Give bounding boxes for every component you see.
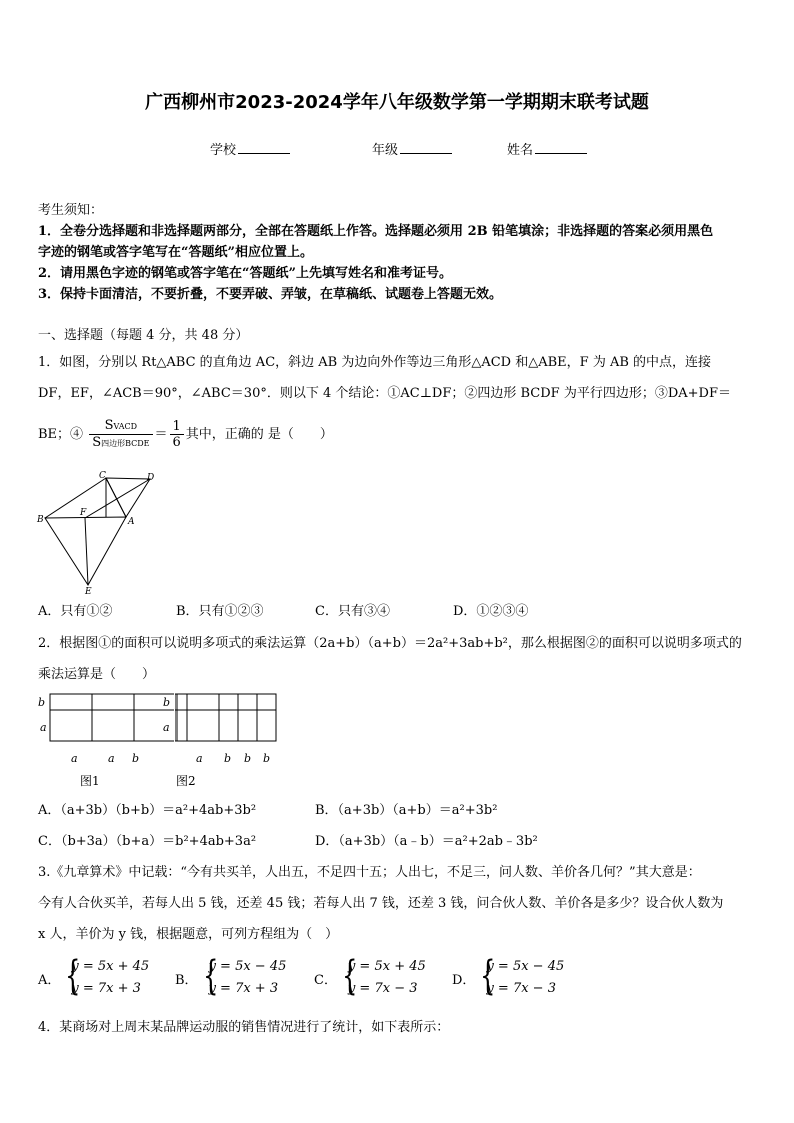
grade-field — [372, 141, 452, 160]
q4-line1: 4．某商场对上周末某品牌运动服的销售情况进行了统计，如下表所示： — [38, 1020, 450, 1035]
q1-option-c[interactable]: C．只有③④ — [315, 604, 390, 619]
q3-option-b-label: B． — [175, 972, 198, 988]
name-label: 姓名 — [507, 143, 534, 158]
q2-line2: 乘法运算是（ ） — [38, 667, 156, 682]
q3-option-a-label: A． — [38, 972, 61, 988]
fig1-label-b: b — [38, 696, 46, 709]
name-blank — [535, 141, 587, 154]
notice-item: 字迹的钢笔或答字笔写在“答题纸”相应位置上。 — [38, 245, 313, 260]
fig1-label-a: a — [40, 721, 47, 734]
rhs-denominator: 6 — [172, 435, 181, 450]
label-e: E — [85, 587, 92, 596]
fig2-label-b: b — [163, 696, 171, 709]
one-sixth-fraction — [170, 419, 184, 450]
exam-title: 广西柳州市2023-2024学年八年级数学第一学期期末联考试题 — [145, 92, 649, 113]
fig1-bottom-a1: a — [71, 752, 78, 765]
q1-option-b[interactable]: B．只有①②③ — [176, 604, 264, 619]
area-ratio-fraction — [89, 418, 152, 451]
fig1-caption: 图1 — [80, 774, 100, 788]
label-c: C — [99, 471, 106, 481]
q3-line2: 今有人合伙买羊，若每人出 5 钱，还差 45 钱；若每人出 7 钱，还差 3 钱，问合伙人数、羊价各是多少？设合伙人数为 — [38, 896, 724, 911]
q2-option-b[interactable]: B．（a+3b）（a+b）＝a²+3b² — [315, 803, 498, 818]
notice-item: 3．保持卡面清洁，不要折叠，不要弄破、弄皱，在草稿纸、试题卷上答题无效。 — [38, 287, 503, 302]
fig2-bottom-b1: b — [224, 752, 232, 765]
q3-option-c-label: C． — [314, 972, 337, 988]
q3-line1: 3.《九章算术》中记载：“今有共买羊，人出五，不足四十五；人出七，不足三，问人数、羊价各几何？”其大意是： — [38, 865, 701, 880]
q3-option-a[interactable]: A． { y = 5x + 45 y = 7x + 3 — [38, 953, 150, 999]
fig1-bottom-b: b — [132, 752, 140, 765]
school-field — [210, 141, 290, 160]
fraction-denominator: S — [92, 435, 102, 450]
q2-option-d[interactable]: D．（a+3b）（a﹣b）＝a²+2ab﹣3b² — [315, 834, 538, 849]
name-field — [507, 141, 587, 160]
q3-option-d-eq1: y = 5x − 45 — [486, 959, 565, 974]
fig2-label-a: a — [163, 721, 170, 734]
fraction-numerator-sub: VACD — [113, 422, 138, 431]
q3-option-a-eq2: y = 7x + 3 — [71, 981, 141, 996]
notice-heading: 考生须知： — [38, 203, 104, 218]
q1-line3-end: 其中，正确的 是（ ） — [185, 427, 333, 442]
fraction-denominator-sub: 四边形BCDE — [101, 439, 150, 448]
equals-sign: ＝ — [154, 427, 168, 442]
q3-option-d-label: D． — [452, 972, 476, 988]
q2-line1: 2．根据图①的面积可以说明多项式的乘法运算（2a+b）（a+b）＝2a²+3ab+b²，那么根据图②的面积可以说明多项式的 — [38, 636, 742, 651]
q2-option-a[interactable]: A．（a+3b）（b+b）＝a²+4ab+3b² — [38, 803, 257, 818]
grade-blank — [400, 141, 452, 154]
q1-line3 — [38, 418, 333, 452]
fig2-caption: 图2 — [176, 774, 196, 788]
school-label: 学校 — [210, 143, 237, 158]
fig1-bottom-a2: a — [108, 752, 115, 765]
notice-item: 1．全卷分选择题和非选择题两部分，全部在答题纸上作答。选择题必须用 2B 铅笔填涂；非选择题的答案必须用黑色 — [38, 224, 714, 239]
q2-area-figures — [36, 690, 280, 790]
q3-option-b[interactable]: B． { y = 5x − 45 y = 7x + 3 — [175, 953, 287, 999]
q3-option-a-eq1: y = 5x + 45 — [71, 959, 150, 974]
q3-line3: x 人，羊价为 y 钱，根据题意，可列方程组为（ ） — [38, 927, 339, 942]
q1-option-d[interactable]: D．①②③④ — [453, 604, 529, 619]
q3-option-c[interactable]: C． { y = 5x + 45 y = 7x − 3 — [314, 953, 426, 999]
q2-option-c[interactable]: C．（b+3a）（b+a）＝b²+4ab+3a² — [38, 834, 257, 849]
q1-line2: DF，EF，∠ACB＝90°，∠ABC＝30°．则以下 4 个结论：①AC⊥DF；②四边形 BCDF 为平行四边形；③DA+DF＝ — [38, 386, 731, 401]
q1-triangle-figure — [32, 468, 162, 596]
q3-option-c-eq2: y = 7x − 3 — [347, 981, 418, 996]
q3-option-b-eq1: y = 5x − 45 — [208, 959, 287, 974]
school-blank — [238, 141, 290, 154]
fig2-bottom-b3: b — [263, 752, 271, 765]
fraction-numerator: S — [104, 418, 114, 433]
q1-option-a[interactable]: A．只有①② — [38, 604, 113, 619]
q3-option-d-eq2: y = 7x − 3 — [486, 981, 556, 996]
section-heading: 一、选择题（每题 4 分，共 48 分） — [38, 328, 249, 343]
label-a: A — [128, 517, 135, 527]
grade-label: 年级 — [372, 143, 399, 158]
q1-line3-start: BE；④ — [38, 427, 84, 442]
q1-line1: 1．如图，分别以 Rt△ABC 的直角边 AC，斜边 AB 为边向外作等边三角形△ACD 和△ABE，F 为 AB 的中点，连接 — [38, 355, 712, 370]
fig2-bottom-b2: b — [244, 752, 252, 765]
label-d: D — [147, 473, 155, 483]
notice-item: 2．请用黑色字迹的钢笔或答字笔在“答题纸”上先填写姓名和准考证号。 — [38, 266, 453, 281]
rhs-numerator: 1 — [170, 419, 184, 435]
q3-option-c-eq1: y = 5x + 45 — [347, 959, 426, 974]
label-b: B — [37, 515, 44, 525]
q3-option-d[interactable]: D． { y = 5x − 45 y = 7x − 3 — [452, 953, 565, 999]
q3-option-b-eq2: y = 7x + 3 — [208, 981, 279, 996]
fig2-bottom-a: a — [196, 752, 203, 765]
label-f: F — [80, 508, 87, 518]
